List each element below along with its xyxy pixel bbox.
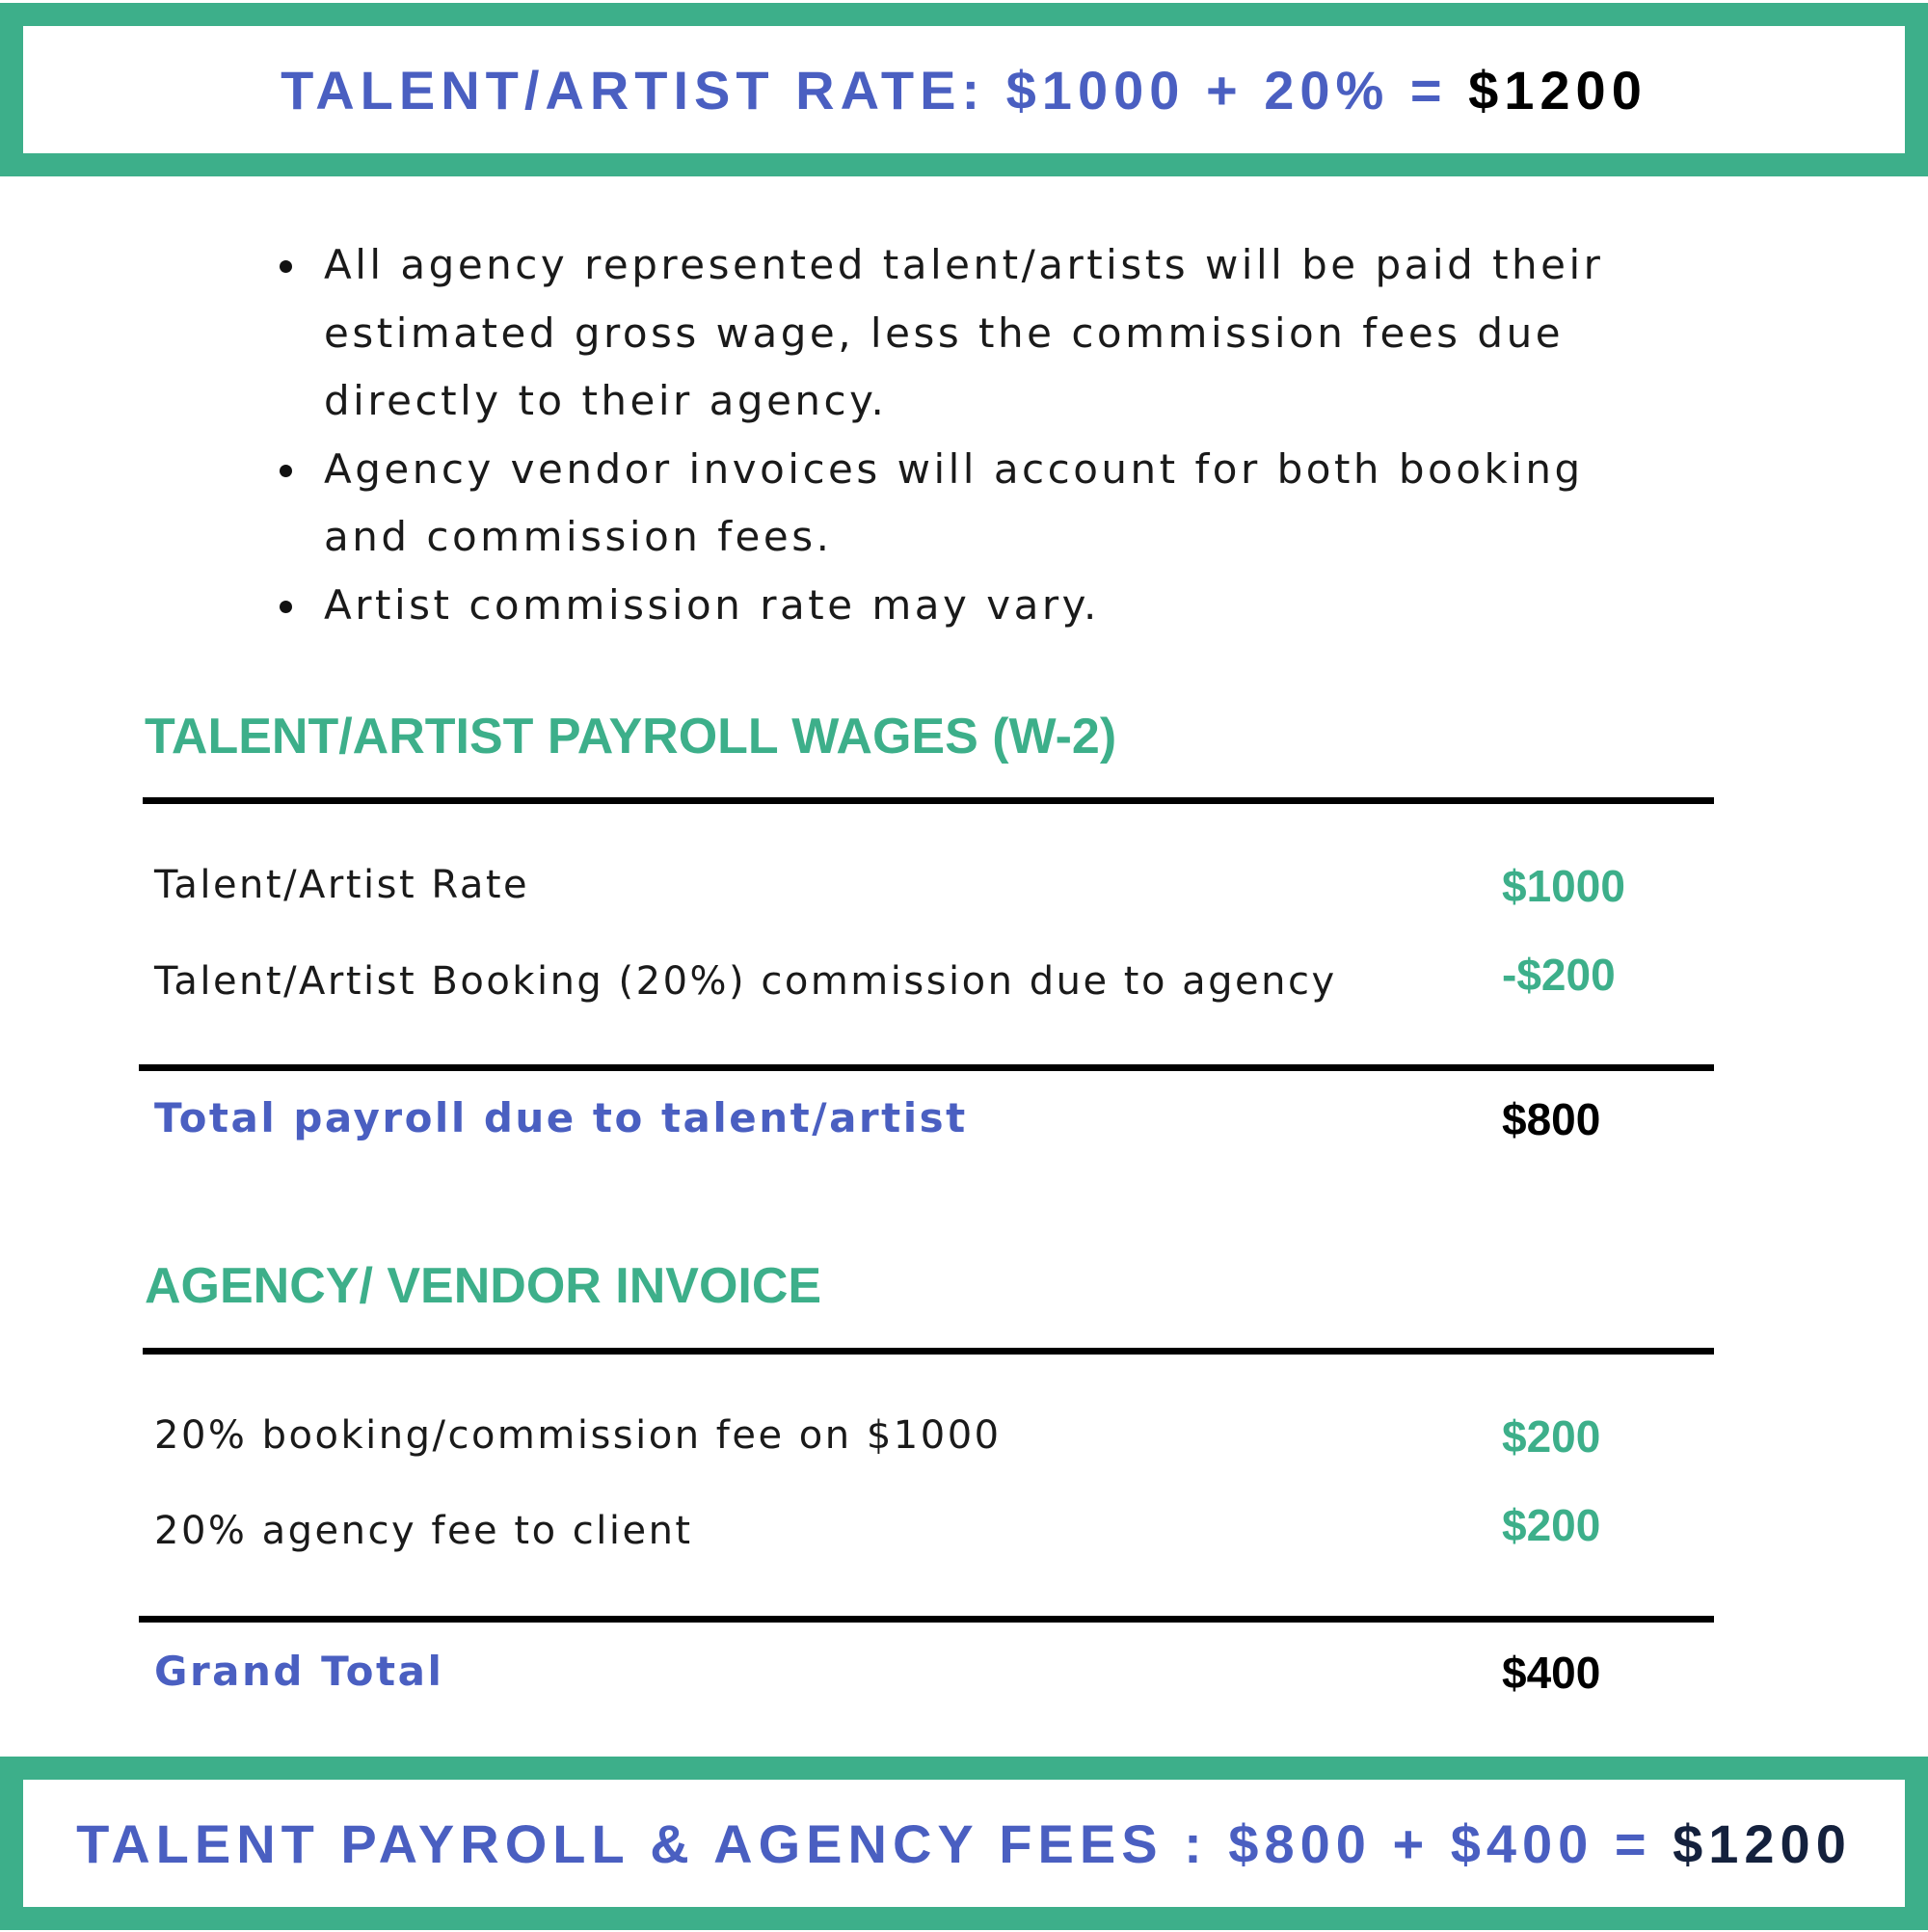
divider bbox=[139, 1064, 1714, 1071]
top-banner bbox=[0, 3, 1928, 176]
bottom-banner-label: TALENT PAYROLL & AGENCY FEES : $800 + $400 = bbox=[76, 1812, 1674, 1874]
note-item: Artist commission rate may vary. bbox=[280, 572, 1726, 640]
note-item: All agency represented talent/artists will be paid their estimated gross wage, less the commission fees due directly to their agency. bbox=[280, 231, 1712, 436]
bottom-banner-result: $1200 bbox=[1673, 1812, 1852, 1874]
payroll-row-value: -$200 bbox=[1502, 950, 1616, 1000]
invoice-heading: AGENCY/ VENDOR INVOICE bbox=[145, 1258, 822, 1314]
divider bbox=[143, 797, 1714, 804]
invoice-row-value: $200 bbox=[1502, 1411, 1601, 1462]
bottom-banner bbox=[0, 1757, 1928, 1930]
divider bbox=[143, 1348, 1714, 1355]
payroll-row-label: Talent/Artist Booking (20%) commission due to agency bbox=[154, 959, 1337, 1004]
invoice-row-value: $200 bbox=[1502, 1500, 1601, 1550]
top-banner-label: TALENT/ARTIST RATE: $1000 + 20% = bbox=[281, 59, 1469, 121]
top-banner-result: $1200 bbox=[1468, 59, 1647, 121]
payroll-heading: TALENT/ARTIST PAYROLL WAGES (W-2) bbox=[145, 709, 1117, 765]
grand-total-label: Grand Total bbox=[154, 1648, 444, 1695]
invoice-row-label: 20% agency fee to client bbox=[154, 1509, 693, 1553]
invoice-row-label: 20% booking/commission fee on $1000 bbox=[154, 1413, 1002, 1458]
notes-list bbox=[280, 231, 1726, 639]
payroll-total-label: Total payroll due to talent/artist bbox=[154, 1094, 968, 1141]
divider bbox=[139, 1616, 1714, 1623]
payroll-total-value: $800 bbox=[1502, 1094, 1601, 1144]
grand-total-value: $400 bbox=[1502, 1648, 1601, 1698]
payroll-row-label: Talent/Artist Rate bbox=[154, 863, 530, 907]
note-item: Agency vendor invoices will account for both booking and commission fees. bbox=[280, 436, 1674, 572]
payroll-row-value: $1000 bbox=[1502, 861, 1625, 911]
